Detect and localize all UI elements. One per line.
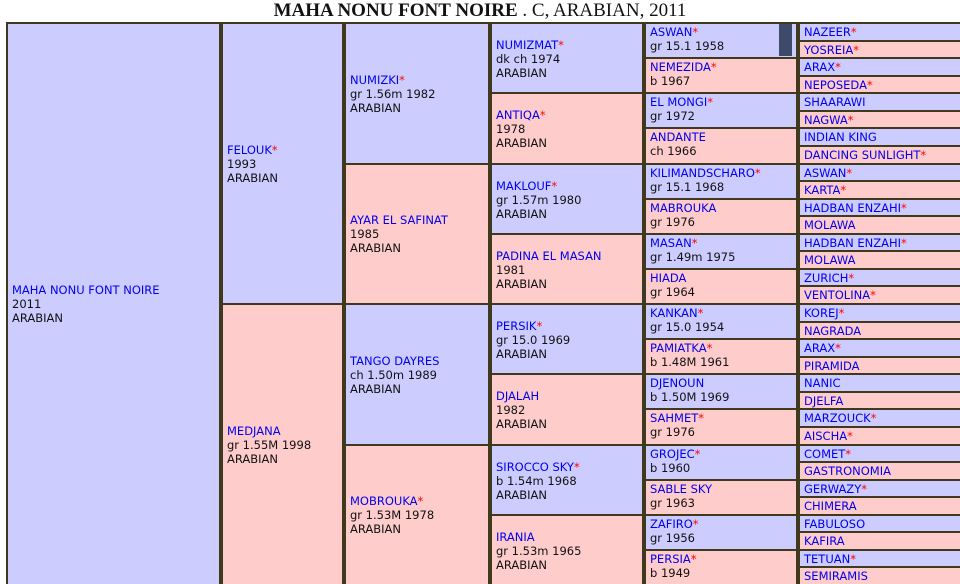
horse-name: KARTA bbox=[804, 183, 841, 197]
horse-info: 1982 bbox=[496, 403, 526, 417]
horse-name: DANCING SUNLIGHT bbox=[804, 148, 921, 162]
horse-name: NEPOSEDA bbox=[804, 77, 867, 92]
pedigree-title-name: MAHA NONU FONT NOIRE bbox=[273, 0, 518, 21]
horse-info: ARABIAN bbox=[12, 311, 64, 325]
gen5-cell bbox=[800, 358, 960, 373]
horse-name-link[interactable] bbox=[804, 341, 841, 355]
gen5-cell bbox=[800, 533, 960, 549]
horse-name-link[interactable] bbox=[804, 464, 891, 478]
horse-info: ARABIAN bbox=[496, 417, 548, 431]
horse-name: SAHMET bbox=[650, 411, 699, 425]
pedigree-title bbox=[0, 0, 960, 22]
horse-name: PAMIATKA bbox=[650, 341, 707, 355]
imported-star: * bbox=[539, 108, 546, 122]
horse-name: ARAX bbox=[804, 341, 836, 355]
imported-star: * bbox=[901, 235, 907, 250]
horse-name: SIROCCO SKY bbox=[496, 460, 574, 474]
horse-info: b 1960 bbox=[650, 461, 691, 475]
imported-star: * bbox=[870, 288, 876, 302]
imported-star: * bbox=[536, 319, 543, 333]
horse-info: gr 1964 bbox=[650, 285, 695, 299]
imported-star: * bbox=[847, 112, 854, 127]
horse-name: MOBROUKA bbox=[350, 494, 418, 508]
imported-star: * bbox=[707, 95, 713, 109]
pedigree-table bbox=[6, 22, 960, 584]
horse-name: KAFIRA bbox=[804, 534, 845, 548]
imported-star: * bbox=[901, 200, 907, 215]
gen5-cell bbox=[800, 24, 960, 40]
horse-name: NANIC bbox=[804, 376, 841, 390]
imported-star: * bbox=[690, 552, 697, 566]
horse-name: ASWAN bbox=[804, 165, 847, 180]
gen4-cell bbox=[646, 481, 796, 514]
horse-name-link[interactable] bbox=[650, 60, 792, 74]
horse-name: HADBAN ENZAHI bbox=[804, 200, 902, 215]
horse-info: ARABIAN bbox=[350, 522, 402, 536]
horse-name: SHAARAWI bbox=[804, 95, 866, 109]
horse-name: NAGWA bbox=[804, 112, 848, 127]
horse-name: YOSREIA bbox=[804, 42, 854, 57]
horse-name-link[interactable] bbox=[496, 179, 638, 193]
horse-name: PIRAMIDA bbox=[804, 358, 860, 373]
horse-name-link[interactable] bbox=[804, 183, 846, 197]
horse-name-link[interactable] bbox=[496, 389, 638, 403]
horse-name-link[interactable] bbox=[227, 143, 338, 157]
horse-name: MAKLOUF bbox=[496, 179, 552, 193]
imported-star: * bbox=[573, 460, 580, 474]
horse-name-link[interactable] bbox=[650, 201, 792, 215]
horse-name-link[interactable] bbox=[650, 411, 792, 425]
horse-name-link[interactable] bbox=[650, 25, 792, 39]
horse-name-link[interactable] bbox=[650, 517, 792, 531]
horse-name: KOREJ bbox=[804, 306, 839, 320]
horse-info: ARABIAN bbox=[496, 347, 548, 361]
gen4-cell bbox=[646, 24, 796, 57]
horse-name-link[interactable] bbox=[650, 482, 792, 496]
horse-name: GERWAZY bbox=[804, 481, 862, 496]
horse-name-link[interactable] bbox=[804, 43, 859, 57]
gen4-cell bbox=[646, 340, 796, 373]
horse-name-link[interactable] bbox=[804, 482, 867, 496]
horse-name-link[interactable] bbox=[496, 38, 638, 52]
horse-name: PERSIK bbox=[496, 319, 537, 333]
horse-info: gr 15.1 1958 bbox=[650, 39, 725, 53]
horse-info: ARABIAN bbox=[496, 488, 548, 502]
horse-name: DJELFA bbox=[804, 393, 844, 408]
horse-info: gr 1956 bbox=[650, 531, 695, 545]
gen4-cell bbox=[646, 410, 796, 444]
horse-info: ARABIAN bbox=[496, 207, 548, 221]
horse-name-link[interactable] bbox=[650, 341, 792, 355]
imported-star: * bbox=[847, 429, 853, 443]
imported-star: * bbox=[835, 341, 841, 355]
horse-info: gr 15.1 1968 bbox=[650, 180, 725, 194]
horse-name: ANDANTE bbox=[650, 130, 706, 144]
horse-name-link[interactable] bbox=[650, 376, 792, 390]
horse-info: gr 1976 bbox=[650, 215, 695, 229]
horse-info: ARABIAN bbox=[350, 100, 402, 115]
gen4-cell bbox=[646, 59, 796, 92]
horse-name: DJALAH bbox=[496, 389, 540, 403]
imported-star: * bbox=[558, 38, 564, 52]
gen5-cell bbox=[800, 498, 960, 514]
horse-name-link[interactable] bbox=[650, 130, 792, 144]
gen3-cell bbox=[492, 94, 642, 163]
horse-info: gr 1972 bbox=[650, 109, 695, 123]
horse-name: AYAR EL SAFINAT bbox=[350, 213, 448, 227]
gen5-cell bbox=[800, 287, 960, 303]
gen4-cell bbox=[646, 200, 796, 233]
horse-name: IRANIA bbox=[496, 530, 535, 544]
horse-info: b 1.48M 1961 bbox=[650, 355, 730, 369]
horse-name-link[interactable] bbox=[804, 324, 861, 338]
gen5-cell bbox=[800, 323, 960, 338]
horse-info: gr 1.57m 1980 bbox=[496, 193, 582, 207]
horse-info: ARABIAN bbox=[496, 66, 548, 80]
horse-name-link[interactable] bbox=[804, 552, 856, 566]
horse-name: FABULOSO bbox=[804, 516, 866, 531]
horse-name-link[interactable] bbox=[804, 288, 876, 302]
horse-info: ch 1966 bbox=[650, 144, 697, 158]
gen4-cell bbox=[646, 94, 796, 127]
horse-name: DJENOUN bbox=[650, 376, 705, 390]
horse-info: ARABIAN bbox=[496, 277, 548, 291]
imported-star: * bbox=[271, 142, 278, 157]
horse-name-link[interactable] bbox=[804, 166, 852, 180]
gen5-cell bbox=[800, 446, 960, 461]
horse-name: SABLE SKY bbox=[650, 482, 713, 496]
horse-name-link[interactable] bbox=[804, 534, 845, 548]
horse-name-link[interactable] bbox=[804, 306, 844, 320]
imported-star: * bbox=[417, 494, 424, 508]
horse-name: SEMIRAMIS bbox=[804, 569, 868, 583]
horse-info: ARABIAN bbox=[227, 170, 279, 185]
horse-info: b 1.50M 1969 bbox=[650, 390, 730, 404]
gen5-cell bbox=[800, 147, 960, 163]
gen4-cell bbox=[646, 270, 796, 303]
gen4-cell bbox=[646, 305, 796, 338]
horse-name: MOLAWA bbox=[804, 218, 856, 232]
imported-star: * bbox=[850, 25, 857, 39]
horse-info: gr 1.55M 1998 bbox=[227, 437, 312, 452]
horse-info: 1978 bbox=[496, 122, 526, 136]
horse-info: gr 1976 bbox=[650, 425, 695, 439]
horse-name: NEMEZIDA bbox=[650, 60, 711, 74]
horse-name: TANGO DAYRES bbox=[350, 353, 440, 368]
gen4-cell bbox=[646, 129, 796, 163]
gen5-cell bbox=[800, 305, 960, 321]
imported-star: * bbox=[850, 551, 856, 566]
horse-name: PADINA EL MASAN bbox=[496, 249, 602, 263]
horse-name-link[interactable] bbox=[804, 218, 856, 232]
horse-name-link[interactable] bbox=[804, 359, 860, 373]
gen5-cell bbox=[800, 252, 960, 268]
scroll-marker[interactable] bbox=[779, 24, 792, 56]
horse-name: NUMIZMAT bbox=[496, 38, 559, 52]
gen5-cell bbox=[800, 375, 960, 391]
horse-info: gr 1.53M 1978 bbox=[350, 508, 435, 522]
horse-name-link[interactable] bbox=[804, 113, 854, 127]
imported-star: * bbox=[838, 306, 845, 320]
horse-info: ARABIAN bbox=[350, 381, 402, 396]
gen4-cell bbox=[646, 446, 796, 479]
horse-name: MABROUKA bbox=[650, 201, 717, 215]
imported-star: * bbox=[754, 166, 761, 180]
horse-name: MEDJANA bbox=[227, 423, 281, 438]
gen5-cell bbox=[800, 568, 960, 584]
imported-star: * bbox=[861, 481, 867, 496]
horse-name: EL MONGI bbox=[650, 95, 708, 109]
horse-name: ANTIQA bbox=[496, 108, 540, 122]
horse-name: TETUAN bbox=[804, 551, 851, 566]
horse-name-link[interactable] bbox=[650, 166, 792, 180]
gen5-cell bbox=[800, 217, 960, 233]
horse-name-link[interactable] bbox=[804, 201, 907, 215]
horse-name: NUMIZKI bbox=[350, 72, 400, 87]
imported-star: * bbox=[694, 447, 701, 461]
horse-info: gr 1.53m 1965 bbox=[496, 544, 582, 558]
horse-name: COMET bbox=[804, 446, 846, 461]
horse-name-link[interactable] bbox=[650, 271, 792, 285]
horse-name: ASWAN bbox=[650, 25, 693, 39]
horse-name-link[interactable] bbox=[350, 213, 484, 227]
horse-info: b 1967 bbox=[650, 74, 691, 88]
gen2-cell bbox=[346, 305, 488, 444]
gen1-cell bbox=[223, 24, 342, 303]
imported-star: * bbox=[853, 42, 860, 57]
horse-name: CHIMERA bbox=[804, 499, 857, 513]
horse-name-link[interactable] bbox=[496, 319, 638, 333]
gen5-cell bbox=[800, 182, 960, 198]
horse-info: gr 1.56m 1982 bbox=[350, 86, 436, 101]
horse-info: 1993 bbox=[227, 156, 257, 171]
gen5-cell bbox=[800, 129, 960, 145]
gen4-cell bbox=[646, 165, 796, 198]
gen5-cell bbox=[800, 235, 960, 250]
horse-name: GROJEC bbox=[650, 447, 695, 461]
horse-name: GASTRONOMIA bbox=[804, 464, 891, 478]
horse-name-link[interactable] bbox=[350, 354, 484, 368]
horse-name-link[interactable] bbox=[650, 236, 792, 250]
imported-star: * bbox=[697, 306, 704, 320]
horse-name-link[interactable] bbox=[804, 447, 851, 461]
horse-name-link[interactable] bbox=[650, 447, 792, 461]
horse-name: KILIMANDSCHARO bbox=[650, 166, 755, 180]
imported-star: * bbox=[866, 77, 873, 92]
gen5-cell bbox=[800, 59, 960, 75]
gen5-cell bbox=[800, 393, 960, 408]
gen3-cell bbox=[492, 235, 642, 303]
gen3-cell bbox=[492, 375, 642, 444]
imported-star: * bbox=[840, 183, 847, 197]
imported-star: * bbox=[691, 236, 698, 250]
horse-name: HIADA bbox=[650, 271, 687, 285]
gen5-cell bbox=[800, 551, 960, 566]
gen5-cell bbox=[800, 165, 960, 180]
gen5-cell bbox=[800, 42, 960, 57]
horse-name: NAZEER bbox=[804, 25, 851, 39]
horse-name-link[interactable] bbox=[650, 552, 792, 566]
horse-name-link[interactable] bbox=[804, 25, 857, 39]
gen5-cell bbox=[800, 200, 960, 215]
horse-name-link[interactable] bbox=[227, 424, 338, 438]
horse-name-link[interactable] bbox=[650, 95, 792, 109]
horse-name: ARAX bbox=[804, 60, 836, 74]
gen4-cell bbox=[646, 516, 796, 549]
gen5-cell bbox=[800, 94, 960, 110]
horse-name: MOLAWA bbox=[804, 253, 856, 267]
horse-info: dk ch 1974 bbox=[496, 52, 561, 66]
imported-star: * bbox=[551, 179, 558, 193]
imported-star: * bbox=[845, 446, 852, 461]
gen5-cell bbox=[800, 516, 960, 531]
gen3-cell bbox=[492, 165, 642, 233]
subject-horse-cell bbox=[8, 24, 219, 584]
gen3-cell bbox=[492, 516, 642, 584]
horse-name-link[interactable] bbox=[496, 460, 638, 474]
horse-info: gr 1.49m 1975 bbox=[650, 250, 736, 264]
gen5-cell bbox=[800, 270, 960, 285]
gen5-cell bbox=[800, 410, 960, 426]
horse-info: 1985 bbox=[350, 227, 380, 241]
horse-name: INDIAN KING bbox=[804, 130, 877, 144]
horse-name-link[interactable] bbox=[804, 394, 843, 408]
gen4-cell bbox=[646, 375, 796, 408]
horse-name-link[interactable] bbox=[804, 376, 841, 390]
imported-star: * bbox=[920, 148, 927, 162]
horse-name: ZAFIRO bbox=[650, 517, 693, 531]
horse-name-link[interactable] bbox=[650, 306, 792, 320]
horse-name-link[interactable] bbox=[804, 60, 841, 74]
horse-info: ch 1.50m 1989 bbox=[350, 367, 437, 382]
gen1-cell bbox=[223, 305, 342, 584]
horse-name: MASAN bbox=[650, 236, 692, 250]
imported-star: * bbox=[698, 411, 704, 425]
imported-star: * bbox=[835, 60, 841, 74]
horse-name-link[interactable] bbox=[804, 236, 907, 250]
horse-info: gr 15.0 1954 bbox=[650, 320, 725, 334]
horse-info: b 1949 bbox=[650, 566, 691, 580]
horse-info: ARABIAN bbox=[227, 451, 279, 466]
horse-name-link[interactable] bbox=[804, 517, 865, 531]
horse-name-link[interactable] bbox=[12, 283, 215, 297]
gen3-cell bbox=[492, 24, 642, 92]
imported-star: * bbox=[706, 341, 713, 355]
gen5-cell bbox=[800, 428, 960, 444]
horse-name-link[interactable] bbox=[350, 73, 484, 87]
gen5-cell bbox=[800, 112, 960, 127]
horse-name: AISCHA bbox=[804, 429, 848, 443]
horse-name-link[interactable] bbox=[804, 271, 854, 285]
gen2-cell bbox=[346, 446, 488, 584]
horse-name: FELOUK bbox=[227, 142, 272, 157]
imported-star: * bbox=[692, 25, 699, 39]
horse-name-link[interactable] bbox=[496, 530, 638, 544]
gen3-cell bbox=[492, 446, 642, 514]
pedigree-title-details: . C, ARABIAN, 2011 bbox=[517, 0, 687, 21]
gen5-cell bbox=[800, 77, 960, 92]
horse-info: b 1.54m 1968 bbox=[496, 474, 577, 488]
gen2-cell bbox=[346, 165, 488, 303]
horse-name: MAHA NONU FONT NOIRE bbox=[12, 283, 160, 297]
horse-name: ZURICH bbox=[804, 270, 849, 285]
imported-star: * bbox=[710, 60, 717, 74]
gen5-cell bbox=[800, 340, 960, 356]
horse-info: ARABIAN bbox=[350, 241, 402, 255]
horse-name-link[interactable] bbox=[804, 78, 873, 92]
imported-star: * bbox=[870, 411, 877, 425]
gen4-cell bbox=[646, 235, 796, 268]
horse-name: PERSIA bbox=[650, 552, 691, 566]
horse-info: gr 1963 bbox=[650, 496, 695, 510]
imported-star: * bbox=[399, 72, 405, 87]
horse-name: MARZOUCK bbox=[804, 411, 871, 425]
imported-star: * bbox=[848, 270, 855, 285]
gen5-cell bbox=[800, 463, 960, 479]
horse-name-link[interactable] bbox=[350, 494, 484, 508]
horse-name: HADBAN ENZAHI bbox=[804, 235, 902, 250]
horse-info: 2011 bbox=[12, 297, 42, 311]
gen2-cell bbox=[346, 24, 488, 163]
horse-name-link[interactable] bbox=[804, 253, 856, 267]
horse-name: VENTOLINA bbox=[804, 288, 871, 302]
horse-info: 1981 bbox=[496, 263, 526, 277]
horse-name: KANKAN bbox=[650, 306, 698, 320]
horse-name-link[interactable] bbox=[804, 130, 877, 144]
imported-star: * bbox=[692, 517, 699, 531]
horse-name-link[interactable] bbox=[804, 148, 926, 162]
horse-name-link[interactable] bbox=[496, 108, 638, 122]
horse-name-link[interactable] bbox=[804, 95, 866, 109]
horse-name-link[interactable] bbox=[804, 411, 876, 425]
gen4-cell bbox=[646, 551, 796, 584]
horse-name-link[interactable] bbox=[804, 499, 857, 513]
gen3-cell bbox=[492, 305, 642, 373]
imported-star: * bbox=[846, 165, 853, 180]
gen5-cell bbox=[800, 481, 960, 496]
horse-info: gr 15.0 1969 bbox=[496, 333, 571, 347]
horse-name-link[interactable] bbox=[804, 569, 868, 583]
horse-name-link[interactable] bbox=[804, 429, 853, 443]
horse-info: ARABIAN bbox=[496, 558, 548, 572]
horse-name: NAGRADA bbox=[804, 323, 862, 338]
horse-name-link[interactable] bbox=[496, 249, 638, 263]
horse-info: ARABIAN bbox=[496, 136, 548, 150]
